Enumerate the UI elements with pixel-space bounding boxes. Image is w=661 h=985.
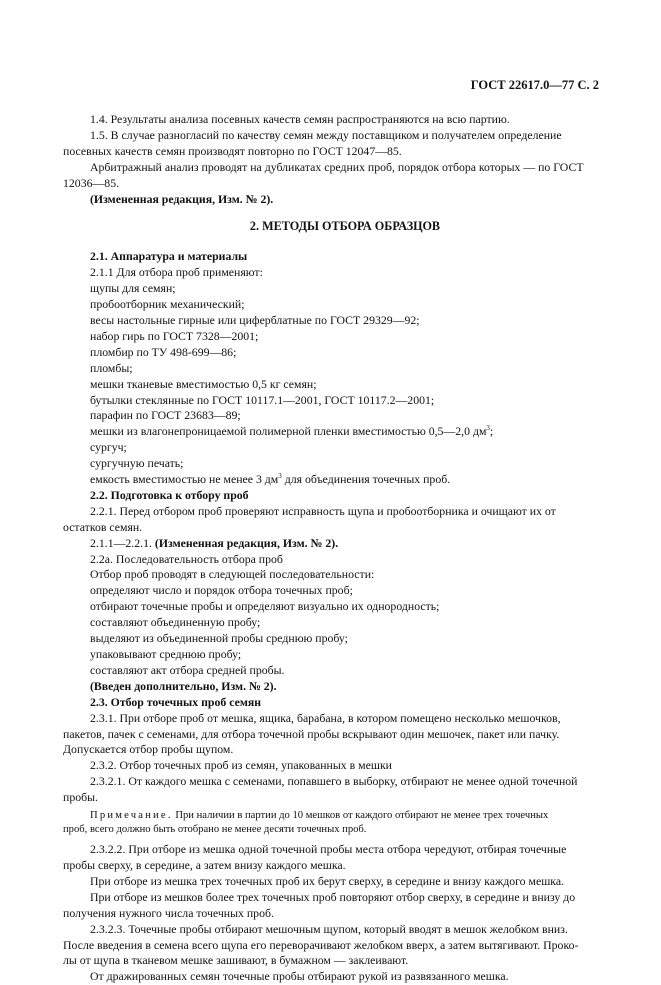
heading-2-3: 2.3. Отбор точечных проб семян [90, 694, 262, 709]
bags-text: мешки из влагонепроницаемой полимерной пленки вместимостью 0,5—2,0 дм [90, 424, 487, 439]
list-item: щупы для семян; [90, 281, 176, 296]
paragraph-2-2a: 2.2а. Последовательность отбора проб [90, 551, 283, 566]
list-item: сургучную печать; [90, 456, 184, 471]
list-item: мешки тканевые вместимостью 0,5 кг семян; [90, 376, 317, 391]
list-item: набор гирь по ГОСТ 7328—2001; [90, 328, 259, 343]
list-item: пробоотборник механический; [90, 297, 245, 312]
list-item-container [90, 472, 600, 488]
list-item: пломбир по ТУ 498-699—86; [90, 344, 237, 359]
paragraph-coated-seeds: От дражированных семян точечные пробы отбирают рукой из развязанного мешка. [90, 969, 509, 984]
paragraph-2-3-2-2: 2.3.2.2. При отборе из мешка одной точечной пробы места отбора чередуют, отбирая точечные [90, 842, 567, 857]
amendment-line [90, 536, 600, 552]
paragraph-2-3-1: 2.3.1. При отборе проб от мешка, ящика, барабана, в котором помещено несколько мешочков, [90, 710, 561, 725]
added-note: (Введен дополнительно, Изм. № 2). [90, 678, 277, 693]
paragraph-2-1-1: 2.1.1 Для отбора проб применяют: [90, 265, 263, 280]
bags-end: ; [489, 424, 494, 439]
list-item: сургуч; [90, 440, 127, 455]
paragraph-1-5: 1.5. В случае разногласий по качеству семян между поставщиком и получателем определение [90, 127, 562, 142]
container-text: емкость вместимостью не менее 3 дм [90, 472, 279, 487]
paragraph-more-samples-cont: получения нужного числа точечных проб. [63, 905, 274, 920]
list-item: пломбы; [90, 360, 133, 375]
paragraph-more-samples: При отборе из мешков более трех точечных проб повторяют отбор сверху, в середине и внизу до [90, 889, 576, 904]
list-item: бутылки стеклянные по ГОСТ 10117.1—2001, ГОСТ 10117.2—2001; [90, 392, 435, 407]
heading-2-1: 2.1. Аппаратура и материалы [90, 249, 248, 264]
paragraph-2-2-1-cont: остатков семян. [63, 519, 143, 534]
section-title: 2. МЕТОДЫ ОТБОРА ОБРАЗЦОВ [249, 219, 441, 234]
container-end: для объединения точечных проб. [281, 472, 451, 487]
paragraph-2-3-2-3: 2.3.2.3. Точечные пробы отбирают мешочным щупом, который вводят в мешок желобком вниз. [90, 921, 568, 936]
amendment-note: (Измененная редакция, Изм. № 2). [90, 191, 274, 206]
note-line-2: проб, всего должно быть отобрано не менее десяти точечных проб. [63, 824, 367, 836]
paragraph-2-3-2: 2.3.2. Отбор точечных проб из семян, упакованных в мешки [90, 758, 392, 773]
list-item: выделяют из объединенной пробы среднюю пробу; [90, 631, 348, 646]
paragraph-2-3-2-2-cont: пробы сверху, в середине, а затем внизу каждого мешка. [63, 857, 346, 872]
paragraph-2-3-1-end: Допускается отбор пробы щупом. [63, 742, 234, 757]
note-line-1 [90, 809, 600, 823]
paragraph-2-3-2-3-cont: После введения в семена всего щупа его переворачивают желобком вверх, а затем вытягивают. Проко- [63, 937, 579, 952]
list-item: упаковывают среднюю пробу; [90, 647, 242, 661]
document-body [63, 112, 600, 985]
heading-2-2: 2.2. Подготовка к отбору проб [90, 487, 249, 502]
paragraph-arbitration: Арбитражный анализ проводят на дубликатах средних проб, порядок отбора которых — по ГОСТ [90, 159, 584, 174]
list-item: весы настольные гирные или циферблатные по ГОСТ 29329—92; [90, 312, 420, 327]
paragraph-2-3-2-3-end: лы от щупа в тканевом мешке зашивают, в бумажном — заклеивают. [63, 953, 409, 968]
paragraph-2-2-1: 2.2.1. Перед отбором проб проверяют исправность щупа и пробоотборника и очищают их от [90, 503, 556, 518]
paragraph-2-3-1-cont: пакетов, пачек с семенами, для отбора точечной пробы вскрывают один мешочек, пакет или пачку. [63, 726, 560, 741]
note-label: Примечание. [90, 810, 173, 822]
note-block [63, 809, 600, 837]
container-sup: 3 [278, 472, 282, 481]
page-header: ГОСТ 22617.0—77 С. 2 [470, 78, 599, 92]
list-item: отбирают точечные пробы и определяют визуально их однородность; [90, 599, 440, 614]
amendment-bold: (Измененная редакция, Изм. № 2). [154, 535, 339, 550]
amendment-range: 2.1.1—2.2.1. [90, 535, 155, 550]
bags-sup: 3 [486, 424, 490, 433]
paragraph-2-3-2-1: 2.3.2.1. От каждого мешка с семенами, попавшего в выборку, отбирают не менее одной точечной [90, 774, 578, 789]
paragraph-2-3-2-1-cont: пробы. [63, 790, 98, 805]
list-item: парафин по ГОСТ 23683—89; [90, 408, 241, 423]
note-text: При наличии в партии до 10 мешков от каждого отбирают не менее трех точечных [172, 810, 549, 822]
list-item-bags [90, 424, 600, 440]
paragraph-arbitration-cont: 12036—85. [63, 175, 120, 190]
list-item: составляют акт отбора средней пробы. [90, 662, 285, 677]
paragraph-1-4: 1.4. Результаты анализа посевных качеств семян распространяются на всю партию. [90, 112, 510, 126]
paragraph-1-5-cont: посевных качеств семян производят повторно по ГОСТ 12047—85. [63, 143, 402, 158]
list-item: определяют число и порядок отбора точечных проб; [90, 583, 353, 598]
paragraph-sequence: Отбор проб проводят в следующей последовательности: [90, 567, 375, 582]
list-item: составляют объединенную пробу; [90, 615, 261, 630]
paragraph-three-samples: При отборе из мешка трех точечных проб их берут сверху, в середине и внизу каждого мешка. [90, 873, 565, 888]
